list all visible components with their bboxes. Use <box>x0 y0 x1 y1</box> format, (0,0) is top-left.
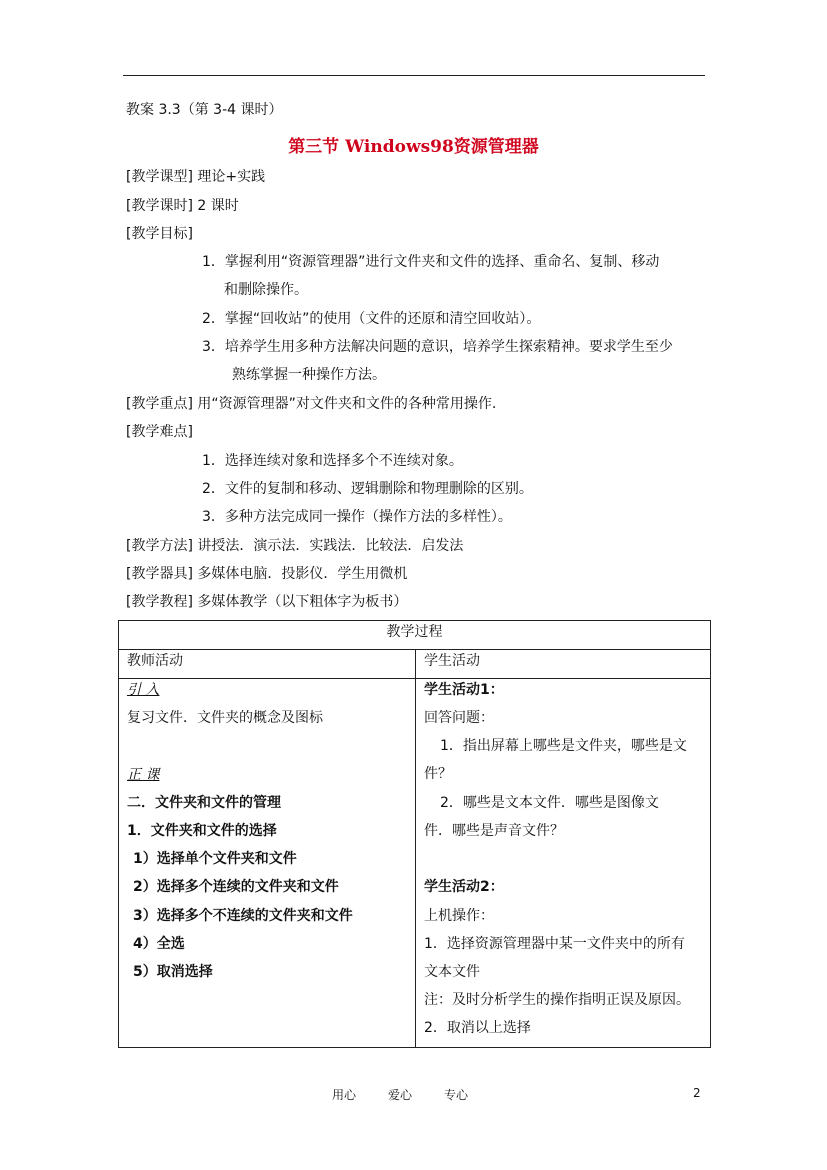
goal-line: 3．培养学生用多种方法解决问题的意识，培养学生探索精神。要求学生至少 <box>202 339 673 355</box>
lesson-hours: [教学课时] 2 课时 <box>126 198 239 214</box>
col-student-header: 学生活动 <box>416 650 711 679</box>
process-table <box>118 620 711 1048</box>
question-line: 1．指出屏幕上哪些是文件夹，哪些是文 <box>440 738 687 754</box>
section-heading: 二．文件夹和文件的管理 <box>127 795 281 811</box>
operation-label: 上机操作： <box>424 908 494 924</box>
list-item: 1）选择单个文件夹和文件 <box>133 851 297 867</box>
subsection-heading: 1．文件夹和文件的选择 <box>127 823 277 839</box>
key-point: [教学重点] 用“资源管理器”对文件夹和文件的各种常用操作. <box>126 396 497 412</box>
student-activity-1: 学生活动1： <box>424 682 504 698</box>
question-line: 件．哪些是声音文件？ <box>424 823 564 839</box>
difficulty-line: 2．文件的复制和移动、逻辑删除和物理删除的区别。 <box>202 481 533 497</box>
footer-motto-1: 用心 <box>332 1088 357 1102</box>
operation-line: 1．选择资源管理器中某一文件夹中的所有 <box>424 936 685 952</box>
goal-line: 熟练掌握一种操作方法。 <box>232 367 386 383</box>
review-text: 复习文件．文件夹的概念及图标 <box>127 710 323 726</box>
difficulty-line: 1．选择连续对象和选择多个不连续对象。 <box>202 453 463 469</box>
footer-motto-2: 爱心 <box>388 1088 413 1102</box>
main-heading: 正 课 <box>127 767 160 783</box>
goal-line: 和删除操作。 <box>224 282 308 298</box>
question-line: 件？ <box>424 766 452 782</box>
operation-line: 2．取消以上选择 <box>424 1020 531 1036</box>
lesson-type: [教学课型] 理论+实践 <box>126 169 266 185</box>
answer-label: 回答问题： <box>424 710 494 726</box>
list-item: 4）全选 <box>133 936 185 952</box>
student-activity-2: 学生活动2： <box>424 879 504 895</box>
note-line: 注：及时分析学生的操作指明正误及原因。 <box>424 992 690 1008</box>
teaching-method: [教学方法] 讲授法．演示法．实践法．比较法．启发法 <box>126 538 464 554</box>
list-item: 5）取消选择 <box>133 964 213 980</box>
footer-motto-3: 专心 <box>444 1088 469 1102</box>
student-cell <box>416 679 711 1048</box>
operation-line: 文本文件 <box>424 964 480 980</box>
goal-line: 1．掌握利用“资源管理器”进行文件夹和文件的选择、重命名、复制、移动 <box>202 254 660 270</box>
table-header: 教学过程 <box>119 621 711 650</box>
goals-label: [教学目标] <box>126 226 193 242</box>
difficulty-label: [教学难点] <box>126 424 193 440</box>
col-teacher-header: 教师活动 <box>119 650 416 679</box>
goal-line: 2．掌握“回收站”的使用（文件的还原和清空回收站）。 <box>202 311 541 327</box>
page-title: 第三节 Windows98资源管理器 <box>288 137 539 157</box>
difficulty-line: 3．多种方法完成同一操作（操作方法的多样性）。 <box>202 509 512 525</box>
teacher-cell <box>119 679 416 1048</box>
teaching-tools: [教学器具] 多媒体电脑．投影仪．学生用微机 <box>126 566 408 582</box>
page-number: 2 <box>693 1086 701 1100</box>
intro-heading: 引 入 <box>127 682 160 698</box>
teaching-process-label: [教学教程] 多媒体教学（以下粗体字为板书） <box>126 594 408 610</box>
lesson-number: 教案 3.3（第 3-4 课时） <box>126 102 283 118</box>
question-line: 2．哪些是文本文件．哪些是图像文 <box>440 795 659 811</box>
list-item: 3）选择多个不连续的文件夹和文件 <box>133 908 353 924</box>
header-rule <box>123 75 705 76</box>
list-item: 2）选择多个连续的文件夹和文件 <box>133 879 339 895</box>
